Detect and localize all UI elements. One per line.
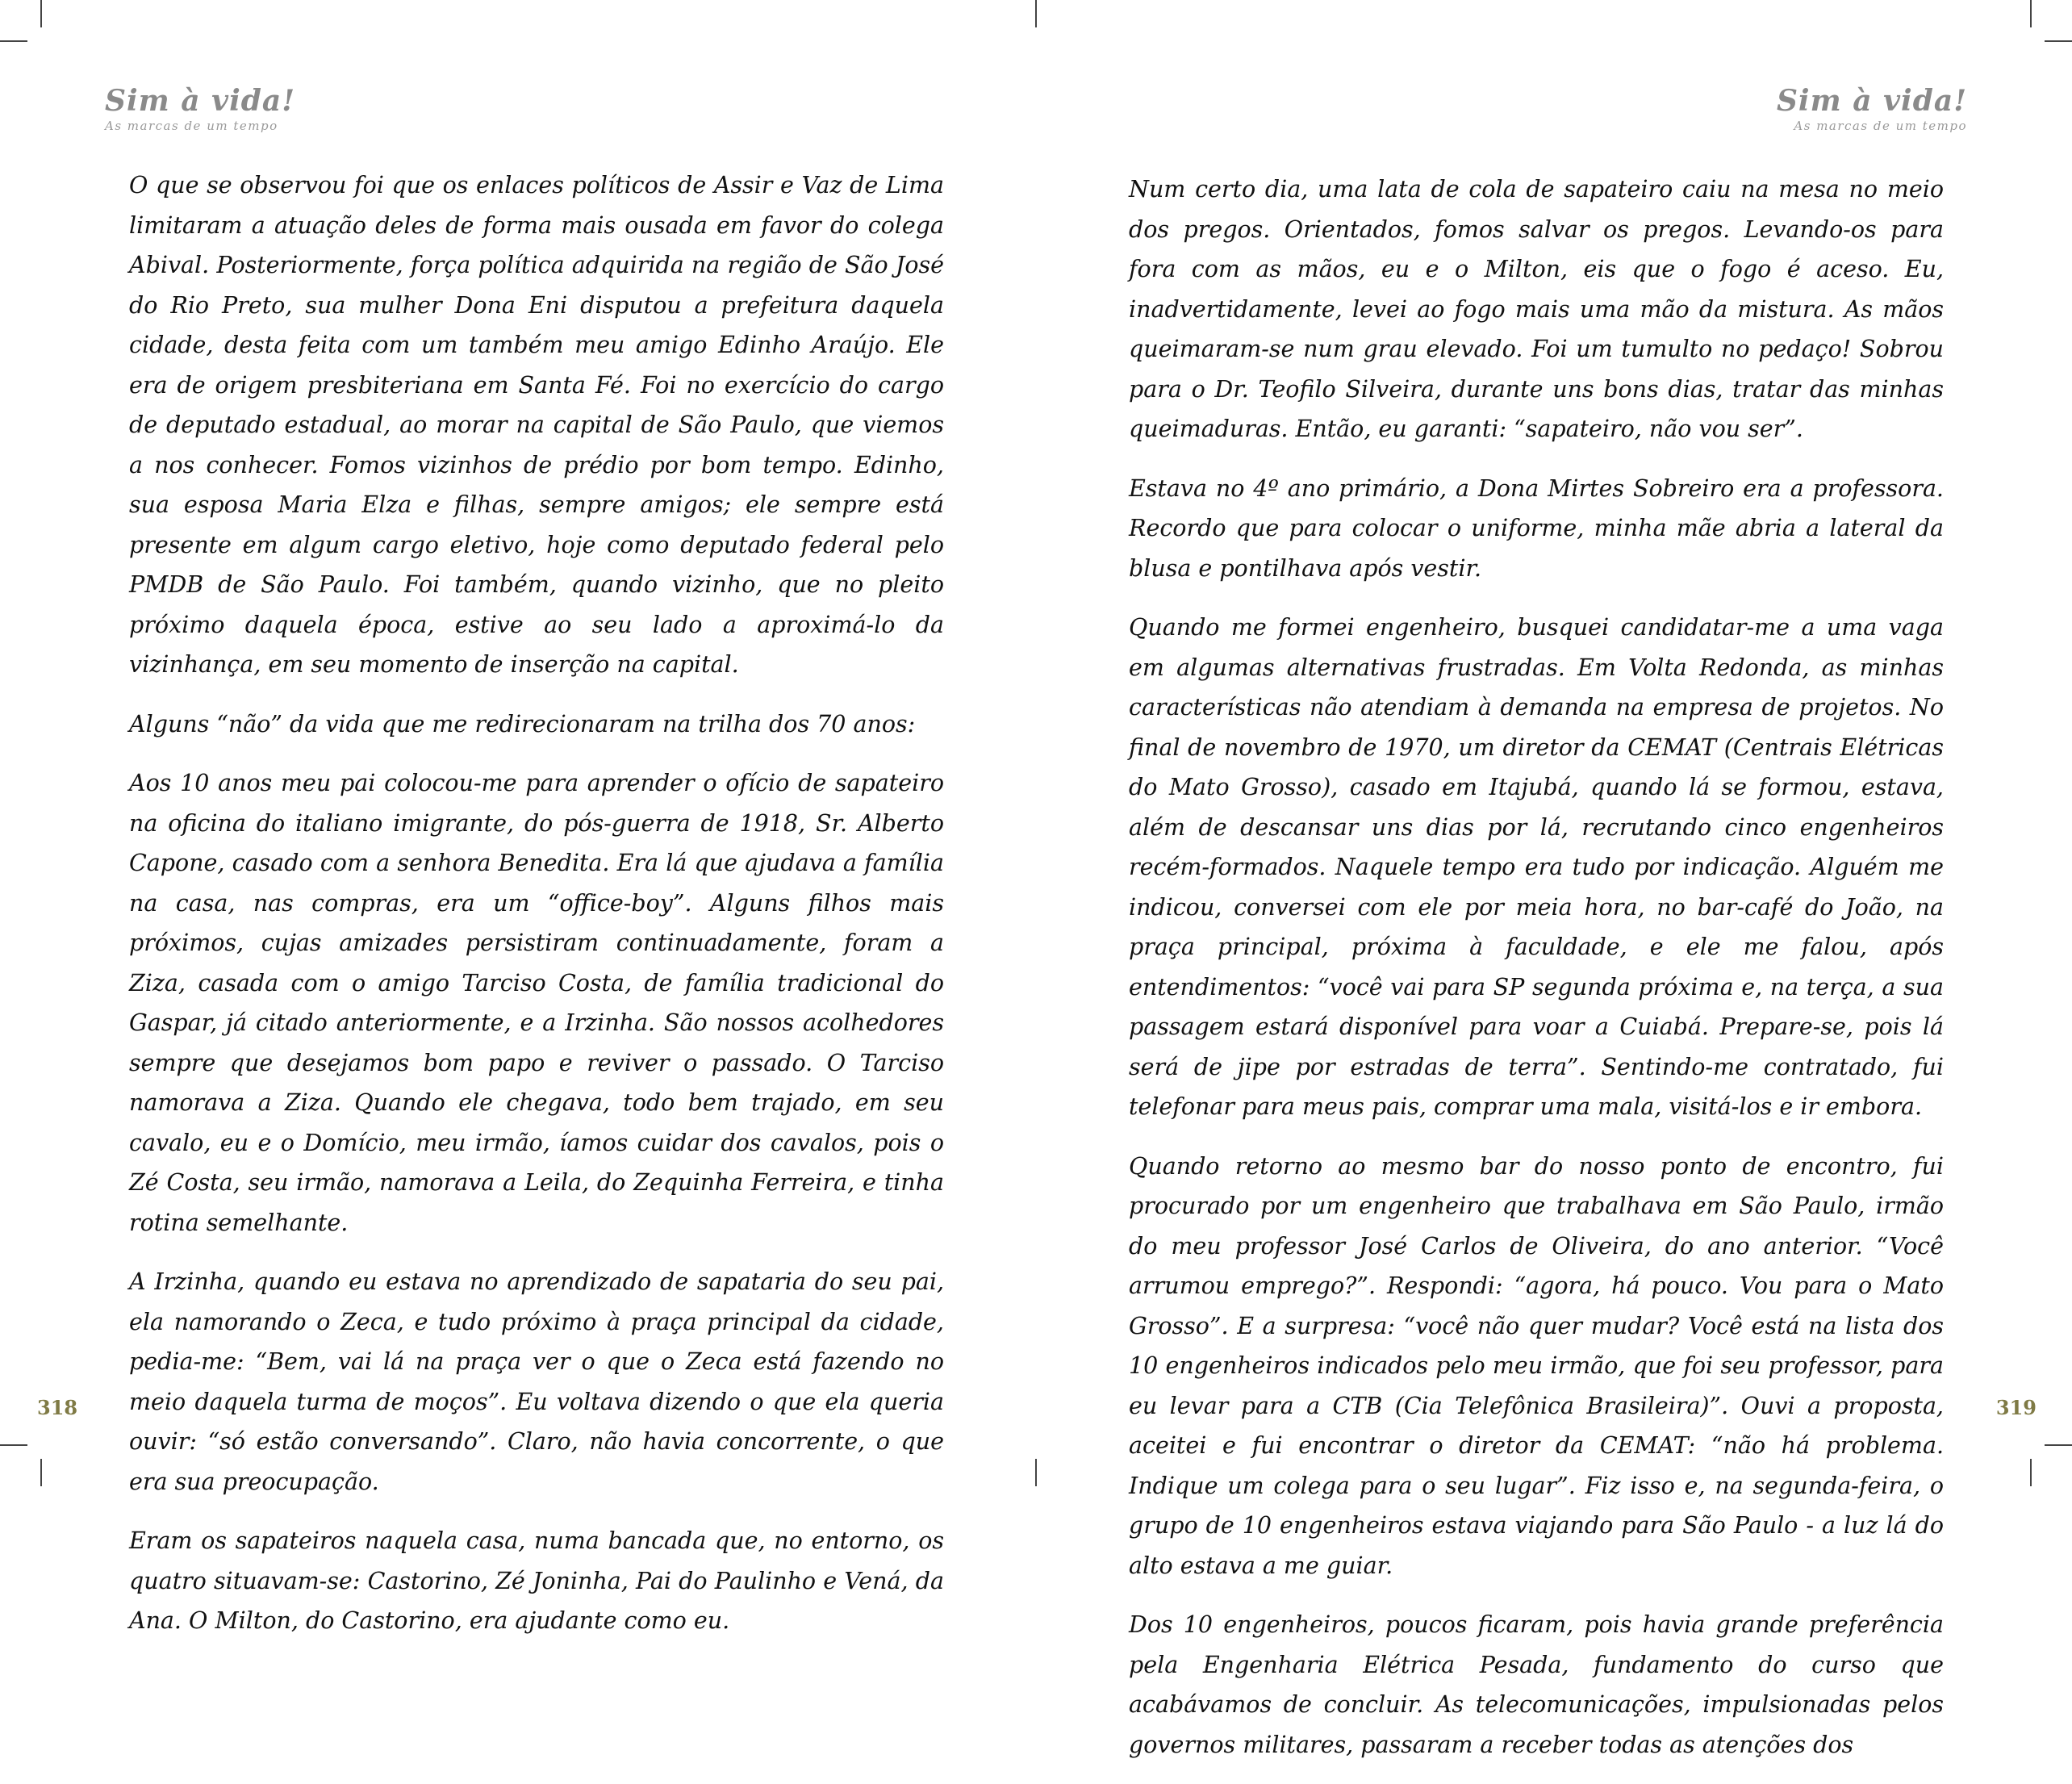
paragraph: Quando retorno ao mesmo bar do nosso ponto de encontro, fui procurado por um engenheiro que trabalhava em São Paulo, irmão do meu professor José Carlos de Oliveira, do ano anterior. “Você arrumou emprego?”. Respondi: “agora, há pouco. Vou para o Mato Grosso”. E a surpresa: “você não quer mudar? Você está na lista dos 10 engenheiros indicados pelo meu irmão, que foi seu professor, para eu levar para a CTB (Cia Telefônica Brasileira)”. Ouvi a proposta, aceitei e fui encontrar o diretor da CEMAT: “não há problema. Indique um colega para o seu lugar”. Fiz isso e, na segunda-feira, o grupo de 10 engenheiros estava viajando para São Paulo - a luz lá do alto estava a me guiar.	[1129, 1152, 1944, 1579]
running-header	[105, 84, 295, 134]
book-subtitle: As marcas de um tempo	[1794, 119, 1967, 133]
page-number: 318	[37, 1396, 78, 1419]
paragraph: Estava no 4º ano primário, a Dona Mirtes Sobreiro era a professora. Recordo que para colocar o uniforme, minha mãe abria a lateral da blusa e pontilhava após vestir.	[1129, 474, 1944, 582]
book-title: Sim à vida!	[105, 84, 296, 118]
book-title: Sim à vida!	[1776, 84, 1967, 118]
page-number: 319	[1995, 1396, 2036, 1419]
body-text	[1129, 169, 1944, 1784]
right-page	[1036, 0, 2072, 1758]
paragraph: Alguns “não” da vida que me redirecionaram na trilha dos 70 anos:	[129, 710, 916, 737]
paragraph: Quando me formei engenheiro, busquei candidatar-me a uma vaga em algumas alternativas frustradas. Em Volta Redonda, as minhas características não atendiam à demanda na empresa de projetos. No final de novembro de 1970, um diretor da CEMAT (Centrais Elétricas do Mato Grosso), casado em Itajubá, quando lá se formou, estava, além de descansar uns dias por lá, recrutando cinco engenheiros recém-formados. Naquele tempo era tudo por indicação. Alguém me indicou, conversei com ele por meia hora, no bar-café do João, na praça principal, próxima à faculdade, e ele me falou, após entendimentos: “você vai para SP segunda próxima e, na terça, a sua passagem estará disponível para voar a Cuiabá. Prepare-se, pois lá será de jipe por estradas de terra”. Sentindo-me contratado, fui telefonar para meus pais, comprar uma mala, visitá-los e ir embora.	[1129, 614, 1944, 1120]
paragraph: A Irzinha, quando eu estava no aprendizado de sapataria do seu pai, ela namorando o Zeca, e tudo próximo à praça principal da cidade, pedia-me: “Bem, vai lá na praça ver o que o Zeca está fazendo no meio daquela turma de moços”. Eu voltava dizendo o que ela queria ouvir: “só estão conversando”. Claro, não havia concorrente, o que era sua preocupação.	[129, 1268, 944, 1495]
paragraph: Num certo dia, uma lata de cola de sapateiro caiu na mesa no meio dos pregos. Orientados, fomos salvar os pregos. Levando-os para fora com as mãos, eu e o Milton, eis que o fogo é aceso. Eu, inadvertidamente, levei ao fogo mais uma mão da mistura. As mãos queimaram-se num grau elevado. Foi um tumulto no pedaço! Sobrou para o Dr. Teofilo Silveira, durante uns bons dias, tratar das minhas queimaduras. Então, eu garanti: “sapateiro, não vou ser”.	[1129, 176, 1944, 442]
left-page	[0, 0, 1036, 1634]
paragraph: Aos 10 anos meu pai colocou-me para aprender o ofício de sapateiro na oficina do italiano imigrante, do pós-guerra de 1918, Sr. Alberto Capone, casado com a senhora Benedita. Era lá que ajudava a família na casa, nas compras, era um “office-boy”. Alguns filhos mais próximos, cujas amizades persistiram continuadamente, foram a Ziza, casada com o amigo Tarciso Costa, de família tradicional do Gaspar, já citado anteriormente, e a Irzinha. São nossos acolhedores sempre que desejamos bom papo e reviver o passado. O Tarciso namorava a Ziza. Quando ele chegava, todo bem trajado, em seu cavalo, eu e o Domício, meu irmão, íamos cuidar dos cavalos, pois o Zé Costa, seu irmão, namorava a Leila, do Zequinha Ferreira, e tinha rotina semelhante.	[129, 770, 944, 1236]
paragraph: Eram os sapateiros naquela casa, numa bancada que, no entorno, os quatro situavam-se: Castorino, Zé Joninha, Pai do Paulinho e Vená, da Ana. O Milton, do Castorino, era ajudante como eu.	[129, 1527, 944, 1634]
book-subtitle: As marcas de um tempo	[105, 119, 278, 133]
paragraph: Dos 10 engenheiros, poucos ficaram, pois havia grande preferência pela Engenharia Elétrica Pesada, fundamento do curso que acabávamos de concluir. As telecomunicações, impulsionadas pelos governos militares, passaram a receber todas as atenções dos	[1129, 1611, 1944, 1758]
paragraph: O que se observou foi que os enlaces políticos de Assir e Vaz de Lima limitaram a atuação deles de forma mais ousada em favor do colega Abival. Posteriormente, força política adquirida na região de São José do Rio Preto, sua mulher Dona Eni disputou a prefeitura daquela cidade, desta feita com um também meu amigo Edinho Araújo. Ele era de origem presbiteriana em Santa Fé. Foi no exercício do cargo de deputado estadual, ao morar na capital de São Paulo, que viemos a nos conhecer. Fomos vizinhos de prédio por bom tempo. Edinho, sua esposa Maria Elza e filhas, sempre amigos; ele sempre está presente em algum cargo eletivo, hoje como deputado federal pelo PMDB de São Paulo. Foi também, quando vizinho, que no pleito próximo daquela época, estive ao seu lado a aproximá-lo da vizinhança, em seu momento de inserção na capital.	[129, 172, 944, 678]
running-header	[1777, 84, 1967, 134]
body-text	[129, 165, 944, 1661]
